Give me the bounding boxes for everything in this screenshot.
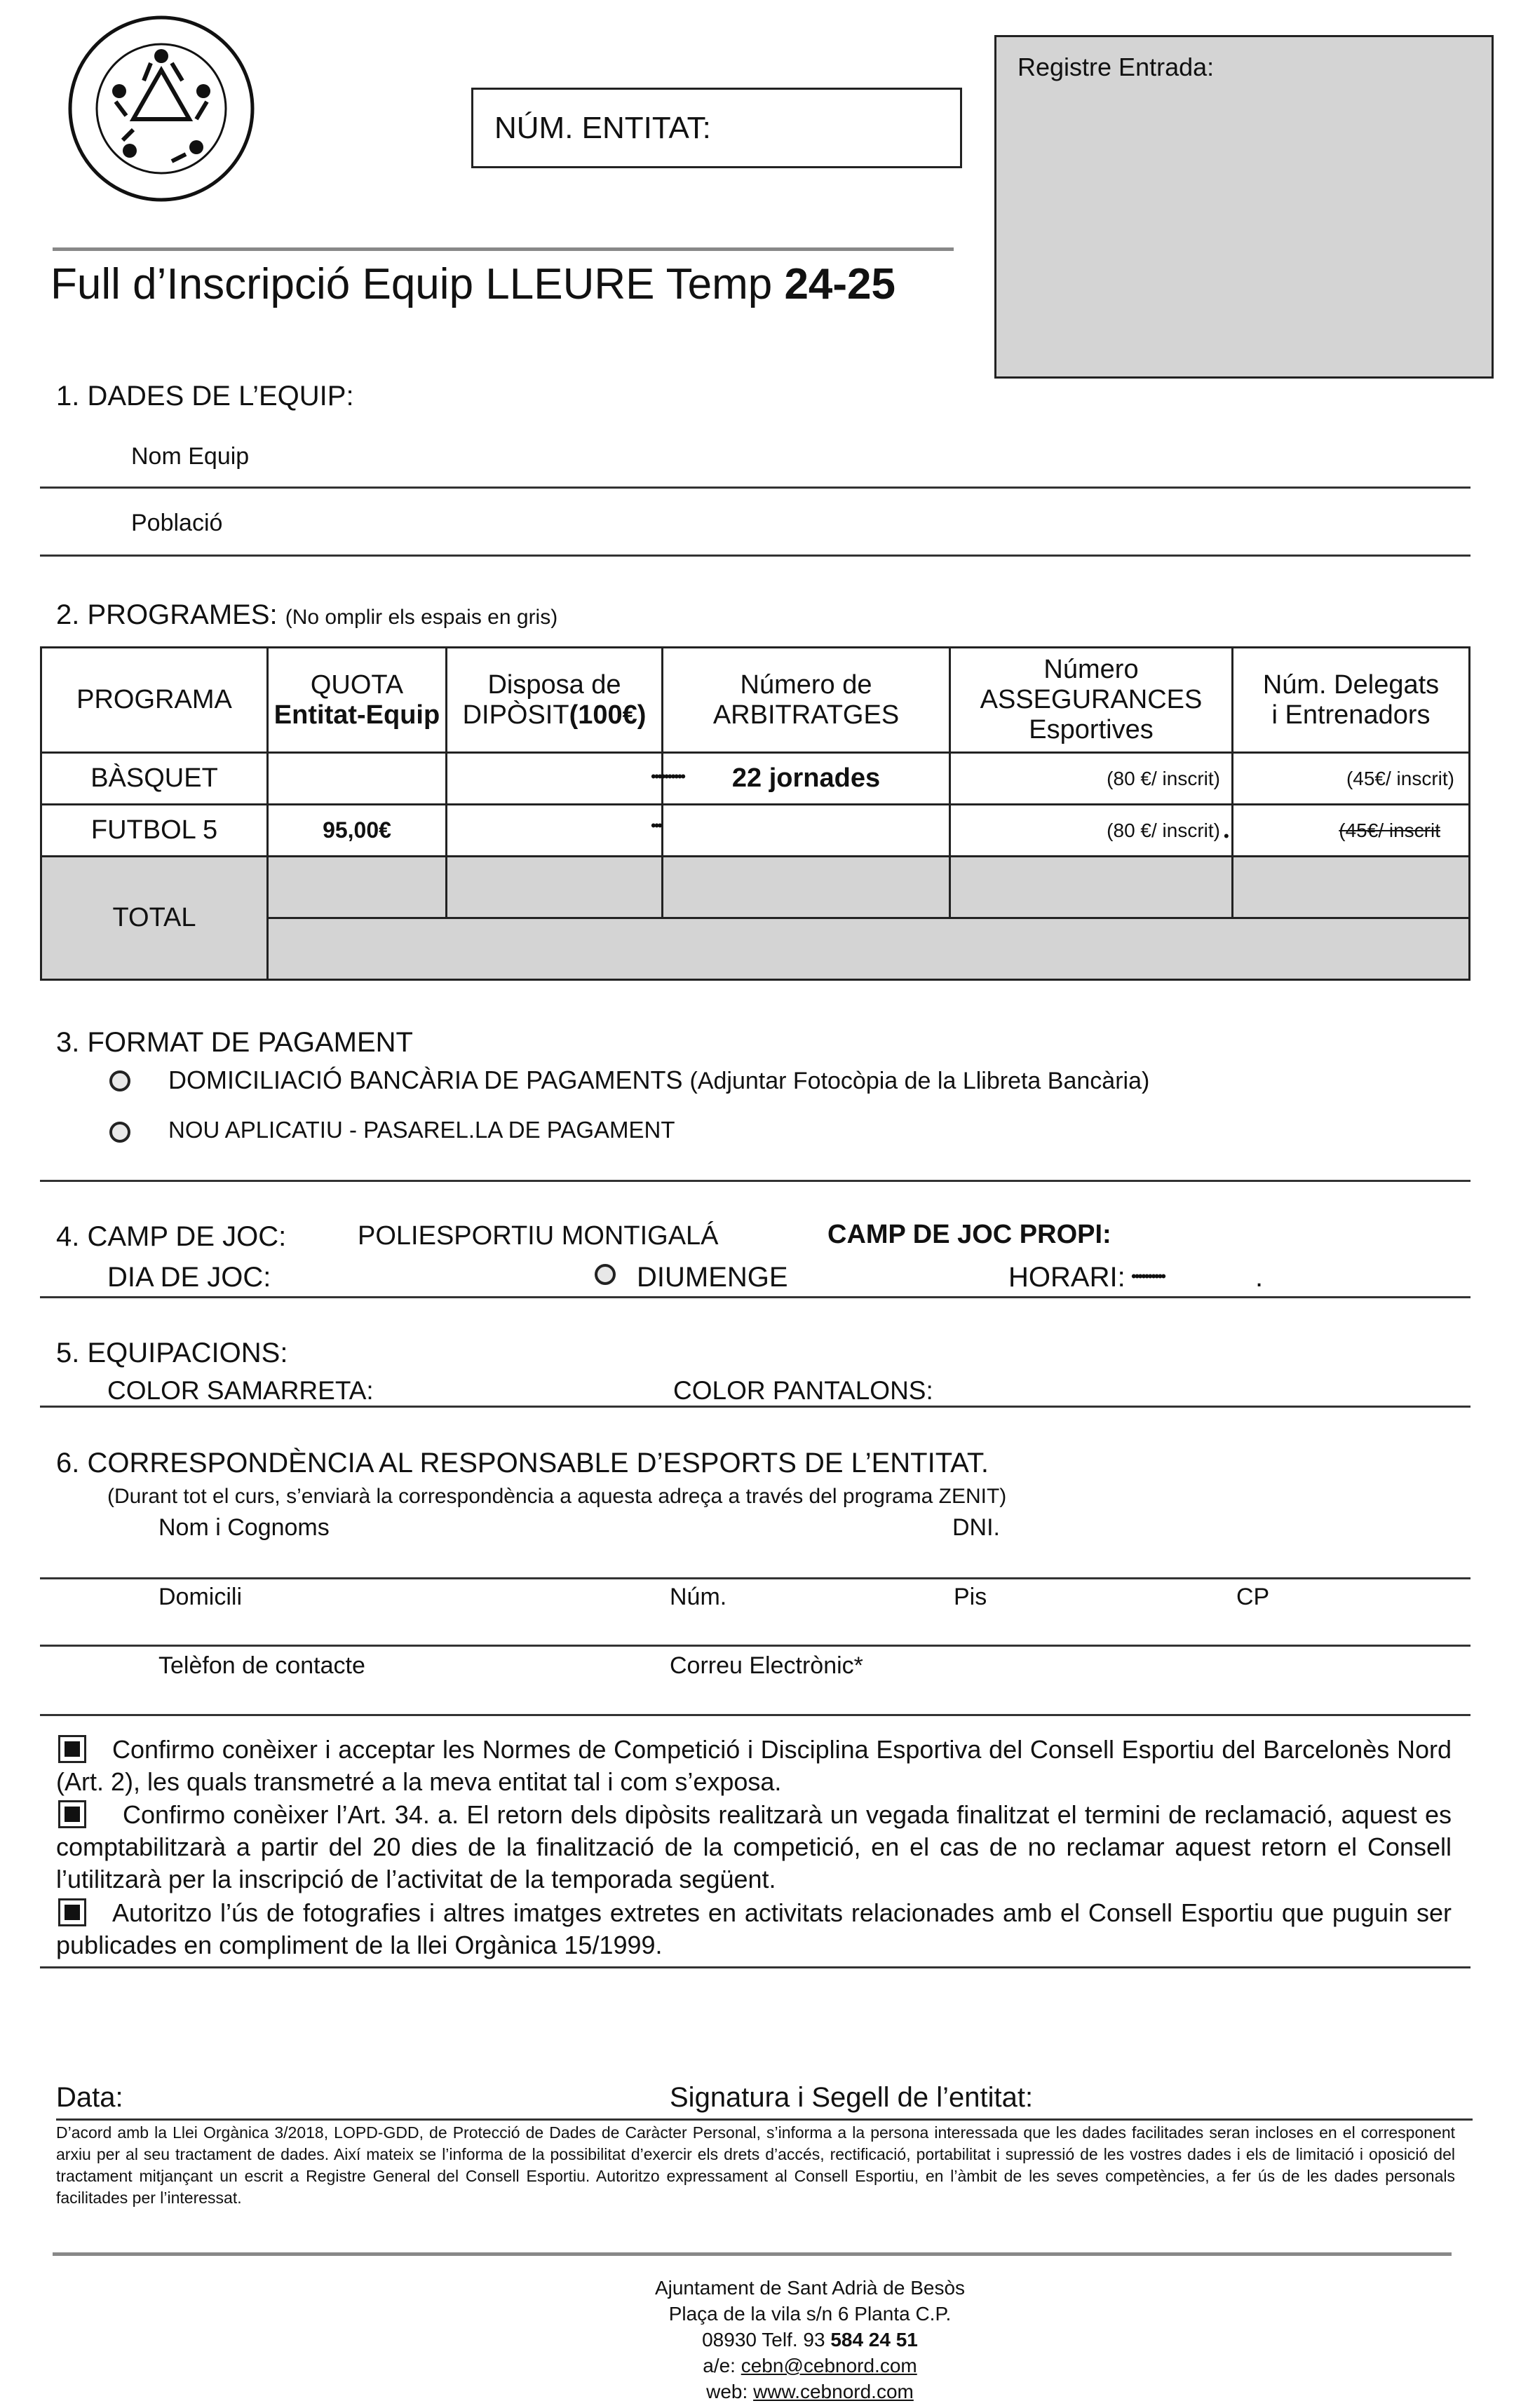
asseg-subheader2: Esportives xyxy=(1029,715,1154,744)
diposit-header: Disposa de xyxy=(487,669,621,700)
registry-entry-box xyxy=(994,35,1494,379)
row-diposit[interactable] xyxy=(447,753,663,805)
footer-email-label: a/e: xyxy=(703,2355,741,2376)
page-title xyxy=(50,259,895,309)
footer-rule xyxy=(53,2252,1452,2256)
shorts-color-label: COLOR PANTALONS: xyxy=(673,1376,933,1405)
section2-title: 2. PROGRAMES: xyxy=(56,599,278,630)
section4-rule xyxy=(40,1296,1470,1298)
venue-value: POLIESPORTIU MONTIGALÁ xyxy=(358,1221,719,1251)
section6-heading: 6. CORRESPONDÈNCIA AL RESPONSABLE D’ESPORTS DE L’ENTITAT. xyxy=(56,1448,989,1478)
consent-text-3: Autoritzo l’ús de fotografies i altres imatges extretes en activitats relacionades amb el Consell Esportiu que puguin ser publicades en compliment de la llei Orgànica 15/1999. xyxy=(56,1898,1452,1959)
col-programa: PROGRAMA xyxy=(41,648,268,753)
title-season: 24-25 xyxy=(784,260,896,308)
address-line[interactable] xyxy=(40,1645,1470,1647)
programs-table xyxy=(40,646,1470,981)
registry-entry-label: Registre Entrada: xyxy=(1017,53,1215,81)
row-programa: BÀSQUET xyxy=(41,753,268,805)
row-assegurances[interactable]: (80 €/ inscrit) xyxy=(950,805,1233,857)
col-diposit xyxy=(447,648,663,753)
radio-direct-debit[interactable] xyxy=(109,1070,130,1091)
radio-payment-gateway[interactable] xyxy=(109,1122,130,1143)
footer-email-link[interactable]: cebn@cebnord.com xyxy=(741,2355,917,2376)
total-cell xyxy=(1233,857,1470,918)
total-cell xyxy=(447,857,663,918)
dot-mark: • xyxy=(1224,827,1229,845)
delegats-subheader: i Entrenadors xyxy=(1271,700,1431,730)
town-label: Població xyxy=(131,510,223,536)
footer-line-3 xyxy=(421,2327,1199,2353)
footer-line-5 xyxy=(421,2379,1199,2404)
table-row xyxy=(41,805,1470,857)
contact-line[interactable] xyxy=(40,1714,1470,1716)
total-label: TOTAL xyxy=(41,857,268,980)
title-text: Full d’Inscripció Equip LLEURE Temp xyxy=(50,260,785,308)
row-arbitratges[interactable] xyxy=(663,753,950,805)
row-programa: FUTBOL 5 xyxy=(41,805,268,857)
col-delegats xyxy=(1233,648,1470,753)
game-day-value: DIUMENGE xyxy=(637,1262,788,1293)
table-row xyxy=(41,753,1470,805)
total-cell xyxy=(663,857,950,918)
footer-line-2: Plaça de la vila s/n 6 Planta C.P. xyxy=(668,2303,952,2325)
floor-label: Pis xyxy=(954,1584,987,1610)
arbitratges-header: Número de xyxy=(740,669,872,700)
quota-value: 95,00€ xyxy=(323,817,391,843)
total-sum-cell xyxy=(268,918,1470,980)
footer-phone-label: 08930 Telf. 93 xyxy=(702,2329,831,2351)
footer-line-1: Ajuntament de Sant Adrià de Besòs xyxy=(654,2277,966,2299)
game-day-label: DIA DE JOC: xyxy=(107,1262,271,1293)
number-label: Núm. xyxy=(670,1584,727,1610)
phone-label: Telèfon de contacte xyxy=(158,1652,365,1679)
diposit-subheader: DIPÒSIT xyxy=(462,700,569,730)
schedule-label: HORARI: xyxy=(1008,1262,1125,1293)
section5-heading: 5. EQUIPACIONS: xyxy=(56,1338,288,1368)
section1-heading: 1. DADES DE L’EQUIP: xyxy=(56,381,354,411)
logo xyxy=(67,14,256,203)
consent-text-2: Confirmo conèixer l’Art. 34. a. El retorn dels dipòsits realitzarà un vegada finalitzat el termini de reclamació, aquest es comptabilitzarà a partir del 20 dies de la finalització de la competició, en el cas de no reclamar aquest retorn el Consell l’utilitzarà per la inscripció de l’activitat de la temporada següent. xyxy=(56,1800,1452,1893)
col-quota xyxy=(268,648,447,753)
quota-header: QUOTA xyxy=(310,669,404,700)
dots-mark: ••• xyxy=(651,817,661,834)
footer-phone: 584 24 51 xyxy=(830,2329,918,2351)
team-name-line[interactable] xyxy=(40,487,1470,489)
entity-number-label: NÚM. ENTITAT: xyxy=(494,111,711,145)
schedule-dots: •••••••••• xyxy=(1131,1267,1165,1285)
schedule-value: . xyxy=(1255,1262,1264,1293)
section5-rule xyxy=(40,1406,1470,1408)
title-rule xyxy=(53,247,954,251)
footer-line-4 xyxy=(421,2353,1199,2379)
town-line[interactable] xyxy=(40,555,1470,557)
consent-rule xyxy=(40,1966,1470,1968)
email-label: Correu Electrònic* xyxy=(670,1652,863,1679)
asseg-subheader: ASSEGURANCES xyxy=(980,685,1203,714)
row-quota[interactable] xyxy=(268,805,447,857)
footer-address xyxy=(421,2275,1199,2404)
arbitratges-value: 22 jornades xyxy=(731,763,881,793)
dni-label: DNI. xyxy=(952,1514,1000,1541)
address-label: Domicili xyxy=(158,1584,242,1610)
section2-note: (No omplir els espais en gris) xyxy=(285,606,558,629)
payment-option-1 xyxy=(168,1066,1149,1095)
row-quota[interactable] xyxy=(268,753,447,805)
col-arbitratges xyxy=(663,648,950,753)
shirt-color-label: COLOR SAMARRETA: xyxy=(107,1376,374,1405)
quota-subheader: Entitat-Equip xyxy=(273,700,440,730)
col-assegurances xyxy=(950,648,1233,753)
entity-number-field[interactable] xyxy=(471,88,962,168)
section3-heading: 3. FORMAT DE PAGAMENT xyxy=(56,1027,413,1058)
section3-rule xyxy=(40,1180,1470,1182)
footer-web-link[interactable]: www.cebnord.com xyxy=(753,2381,914,2402)
payment-option-1-note: (Adjuntar Fotocòpia de la Llibreta Bancària) xyxy=(689,1068,1150,1094)
contact-name-line[interactable] xyxy=(40,1577,1470,1579)
row-diposit[interactable] xyxy=(447,805,663,857)
row-delegats[interactable]: (45€/ inscrit) xyxy=(1233,753,1470,805)
privacy-notice: D’acord amb la Llei Orgànica 3/2018, LOPD-GDD, de Protecció de Dades de Caràcter Personal, s’informa a la persona interessada que les dades facilitades seran incloses en el corresponent arxiu per al seu tractament de dades. Així mateix se l’informa de la possibilitat d’exercir els drets d’accés, rectificació, portabilitat i supressió de les vostres dades i els de limitació i oposició del tractament mitjançant un escrit a Registre General del Consell Esportiu. Autoritzo expressament al Consell Esportiu, en l’àmbit de les seves competències, a fer ús de les dades personals facilitades per l’interessat. xyxy=(56,2123,1455,2207)
total-cell xyxy=(268,857,447,918)
postal-code-label: CP xyxy=(1236,1584,1270,1610)
section2-heading xyxy=(56,599,557,631)
signature-label: Signatura i Segell de l’entitat: xyxy=(670,2082,1034,2113)
radio-sunday[interactable] xyxy=(595,1264,616,1285)
footer-web-label: web: xyxy=(706,2381,754,2402)
asseg-header: Número xyxy=(1043,655,1139,684)
diposit-amount: (100€) xyxy=(569,700,647,730)
table-row xyxy=(41,857,1470,918)
arbitratges-subheader: ARBITRATGES xyxy=(712,700,900,730)
consent-text-1: Confirmo conèixer i acceptar les Normes de Competició i Disciplina Esportiva del Consell Esportiu del Barcelonès Nord (Art. 2), les quals transmetré a la meva entitat tal i com s’exposa. xyxy=(56,1735,1452,1796)
row-assegurances[interactable]: (80 €/ inscrit) xyxy=(950,753,1233,805)
total-cell xyxy=(950,857,1233,918)
date-label: Data: xyxy=(56,2082,123,2113)
delegats-value: (45€/ inscrit xyxy=(1339,819,1440,841)
section4-heading: 4. CAMP DE JOC: xyxy=(56,1221,287,1252)
signature-rule xyxy=(56,2118,1473,2121)
row-arbitratges[interactable] xyxy=(663,805,950,857)
section6-note: (Durant tot el curs, s’enviarà la correspondència a aquesta adreça a través del programa ZENIT) xyxy=(107,1485,1007,1508)
payment-option-1-label: DOMICILIACIÓ BANCÀRIA DE PAGAMENTS xyxy=(168,1066,683,1094)
own-field-label: CAMP DE JOC PROPI: xyxy=(827,1220,1111,1249)
contact-name-label: Nom i Cognoms xyxy=(158,1514,330,1541)
payment-option-2: NOU APLICATIU - PASAREL.LA DE PAGAMENT xyxy=(168,1117,675,1143)
delegats-header: Núm. Delegats xyxy=(1262,669,1440,700)
team-name-label: Nom Equip xyxy=(131,443,250,470)
row-delegats[interactable] xyxy=(1233,805,1470,857)
dots-mark: •••••••••• xyxy=(651,768,684,785)
